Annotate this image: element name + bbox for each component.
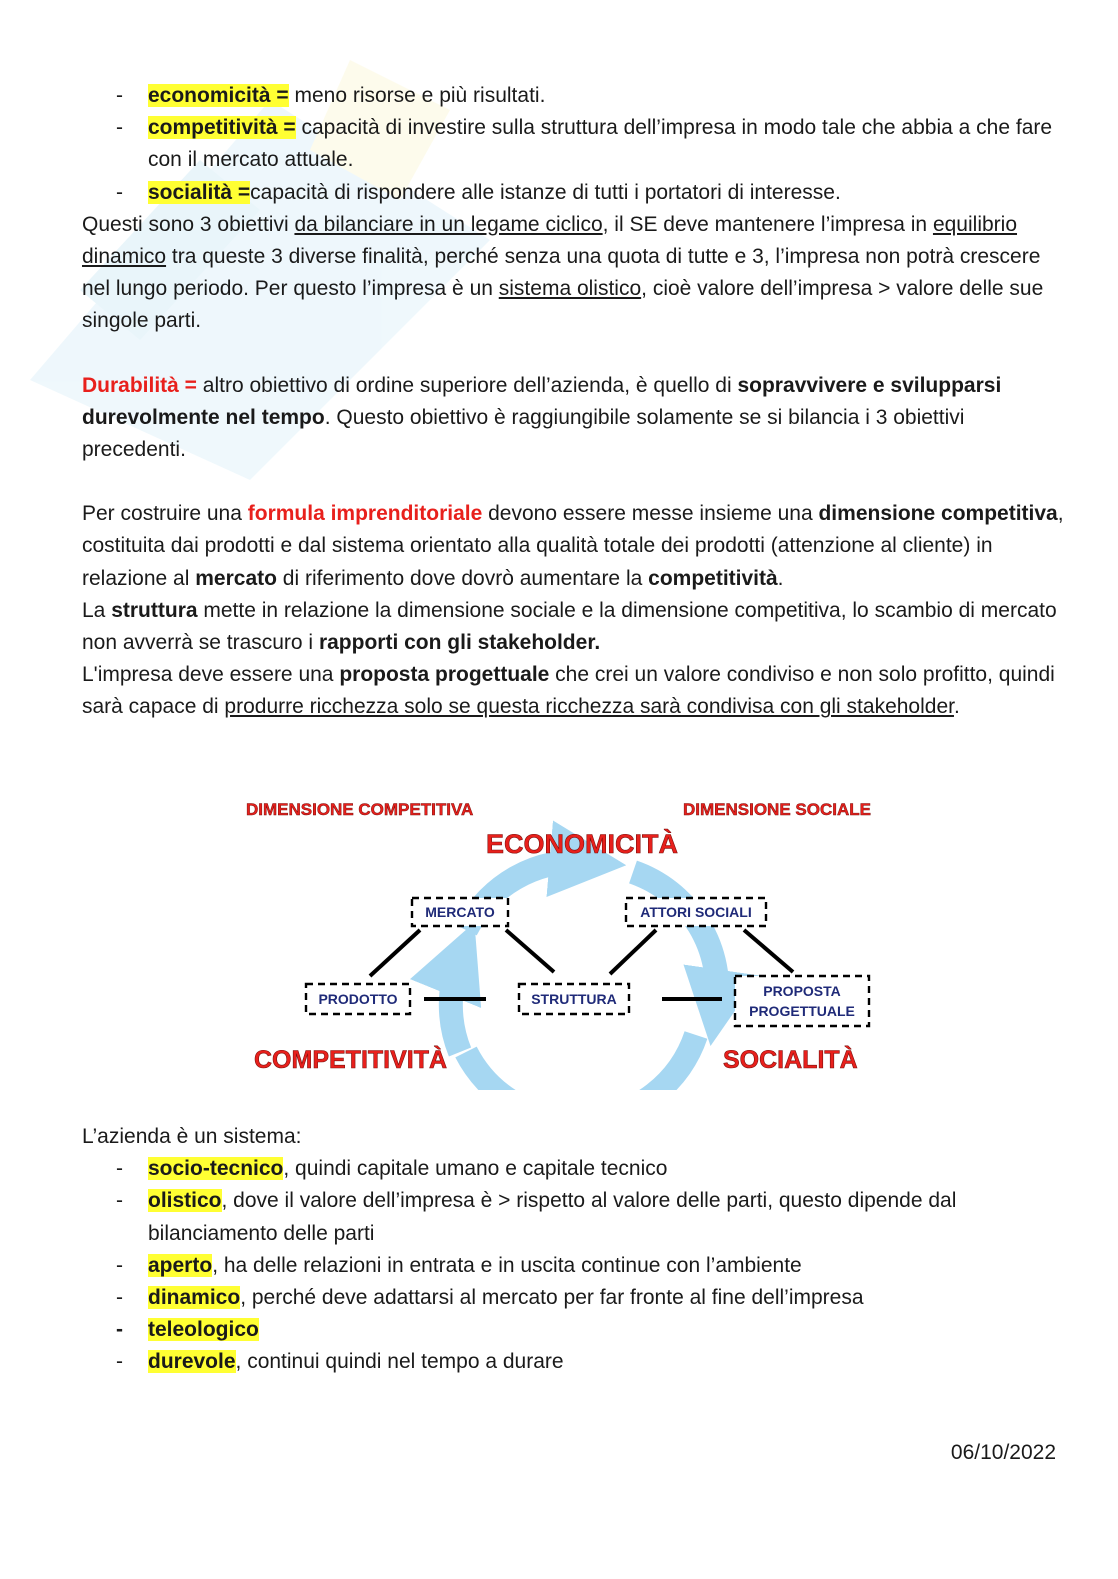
text-run: , cioè valore dell’impresa > valore delle sue singole parti. (82, 277, 1044, 333)
text-run: , il SE deve mantenere l’impresa in (602, 212, 933, 236)
line-mercato-struttura (506, 930, 554, 972)
sistema-section (82, 1121, 1072, 1379)
red-term: Durabilità = (82, 373, 197, 397)
node-proposta-line1: PROPOSTA (763, 983, 841, 999)
paragraph-proposta (82, 659, 1072, 723)
list-item-text: , perché deve adattarsi al mercato per far fronte al fine dell’impresa (240, 1286, 864, 1310)
label-economicita: ECONOMICITÀ (486, 829, 678, 859)
highlight-term: olistico (148, 1189, 222, 1213)
list-item-text: capacità di investire sulla struttura dell’impresa in modo tale che abbia a che fare con il mercato attuale. (148, 116, 1053, 172)
label-dimensione-sociale: DIMENSIONE SOCIALE (683, 800, 871, 819)
node-proposta-line2: PROGETTUALE (749, 1003, 855, 1019)
bullet-dash: - (116, 116, 123, 140)
sistema-intro: L’azienda è un sistema: (82, 1125, 302, 1148)
list-item-text: , continui quindi nel tempo a durare (235, 1350, 564, 1374)
text-run: Per costruire una (82, 502, 248, 526)
list-item-text: , dove il valore dell’impresa è > rispetto al valore delle parti, questo dipende dal bilanciamento delle parti (148, 1189, 957, 1245)
node-mercato: MERCATO (425, 904, 495, 920)
arrow-bottom (466, 1035, 696, 1090)
body-text (82, 80, 1072, 724)
node-struttura: STRUTTURA (531, 991, 617, 1007)
label-socialita: SOCIALITÀ (723, 1046, 858, 1074)
list-item (82, 177, 1072, 209)
line-mercato-prodotto (370, 930, 420, 976)
red-term: formula imprenditoriale (247, 502, 483, 526)
paragraph-formula (82, 498, 1072, 595)
line-attori-struttura (610, 930, 656, 974)
list-item (82, 1153, 1072, 1185)
highlight-term: teleologico (148, 1318, 259, 1342)
text-run: mette in relazione la dimensione sociale e la dimensione competitiva, lo scambio di mercato non avverrà se trascuro i (82, 598, 1057, 655)
label-dimensione-competitiva: DIMENSIONE COMPETITIVA (246, 800, 474, 819)
text-run: Questi sono 3 obiettivi (82, 212, 295, 236)
list-item-text: capacità di rispondere alle istanze di tutti i portatori di interesse. (250, 180, 841, 204)
text-run: La (82, 598, 112, 622)
list-item-text: , quindi capitale umano e capitale tecnico (283, 1157, 668, 1181)
highlight-term: dinamico (148, 1286, 241, 1310)
highlight-term: durevole (148, 1350, 236, 1374)
line-attori-proposta (744, 930, 793, 972)
list-item (82, 1282, 1072, 1314)
highlight-term: socialità = (148, 180, 251, 204)
arrow-left (451, 958, 460, 1052)
list-item (82, 80, 1072, 112)
text-run: devono essere messe insieme una (482, 502, 819, 526)
bullet-dash: - (116, 1286, 123, 1310)
text-run: che crei un valore condiviso e non solo profitto, quindi sarà capace di (82, 663, 1055, 719)
list-item (82, 1250, 1072, 1282)
list-item (82, 1185, 1072, 1249)
text-run: . Questo obiettivo è raggiungibile solamente se si bilancia i 3 obiettivi precedenti. (82, 405, 965, 462)
text-run: altro obiettivo di ordine superiore dell’azienda, è quello di (196, 373, 738, 397)
paragraph-struttura (82, 595, 1072, 659)
bullet-dash: - (116, 180, 123, 204)
bullet-dash: - (116, 84, 123, 107)
underlined-text: sistema olistico (498, 277, 642, 301)
bullet-dash: - (116, 1189, 123, 1213)
highlight-term: socio-tecnico (148, 1157, 284, 1181)
underlined-text: produrre ricchezza solo se questa ricchezza sarà condivisa con gli stakeholder (224, 695, 954, 719)
bold-text: sopravvivere e svilupparsi durevolmente nel tempo (82, 373, 1002, 429)
text-run: di riferimento dove dovrò aumentare la (276, 566, 649, 590)
text-run: L'impresa deve essere una (82, 663, 340, 687)
paragraph-obiettivi (82, 209, 1072, 338)
list-item (82, 112, 1072, 176)
document-date: 06/10/2022 (950, 1441, 1056, 1464)
list-item (82, 1314, 1072, 1346)
bold-text: rapporti con gli stakeholder. (318, 631, 601, 655)
bold-text: struttura (111, 598, 198, 622)
bold-text: competitività (648, 566, 778, 590)
bullet-dash: - (116, 1253, 123, 1277)
text-run: tra queste 3 diverse finalità, perché senza una quota di tutte e 3, l’impresa non potrà crescere nel lungo periodo. Per questo l’impresa è un (82, 245, 1041, 301)
highlight-term: aperto (148, 1253, 213, 1277)
node-attori-sociali: ATTORI SOCIALI (640, 904, 752, 920)
cycle-arrows (451, 862, 717, 1090)
bold-text: mercato (195, 566, 277, 590)
highlight-term: economicità = (148, 84, 289, 107)
bullet-dash: - (116, 1318, 123, 1342)
formula-diagram (238, 790, 898, 1090)
text-run: . (777, 566, 784, 590)
label-competitivita: COMPETITIVITÀ (254, 1046, 448, 1074)
bold-text: dimensione competitiva (818, 502, 1058, 526)
list-item-text: meno risorse e più risultati. (288, 84, 546, 107)
bullet-dash: - (116, 1157, 123, 1181)
paragraph-durabilita (82, 370, 1072, 467)
node-prodotto: PRODOTTO (318, 991, 398, 1007)
text-run: . (953, 695, 960, 719)
list-item (82, 1346, 1072, 1378)
bold-text: proposta progettuale (339, 663, 550, 687)
bullet-dash: - (116, 1350, 123, 1374)
list-item-text: , ha delle relazioni in entrata e in uscita continue con l’ambiente (212, 1253, 802, 1277)
underlined-text: equilibrio dinamico (82, 212, 1018, 269)
highlight-term: competitività = (148, 116, 296, 140)
text-run: , costituita dai prodotti e dal sistema orientato alla qualità totale dei prodotti (attenzione al cliente) in relazione al (82, 502, 1064, 590)
underlined-text: da bilanciare in un legame ciclico (294, 212, 603, 236)
